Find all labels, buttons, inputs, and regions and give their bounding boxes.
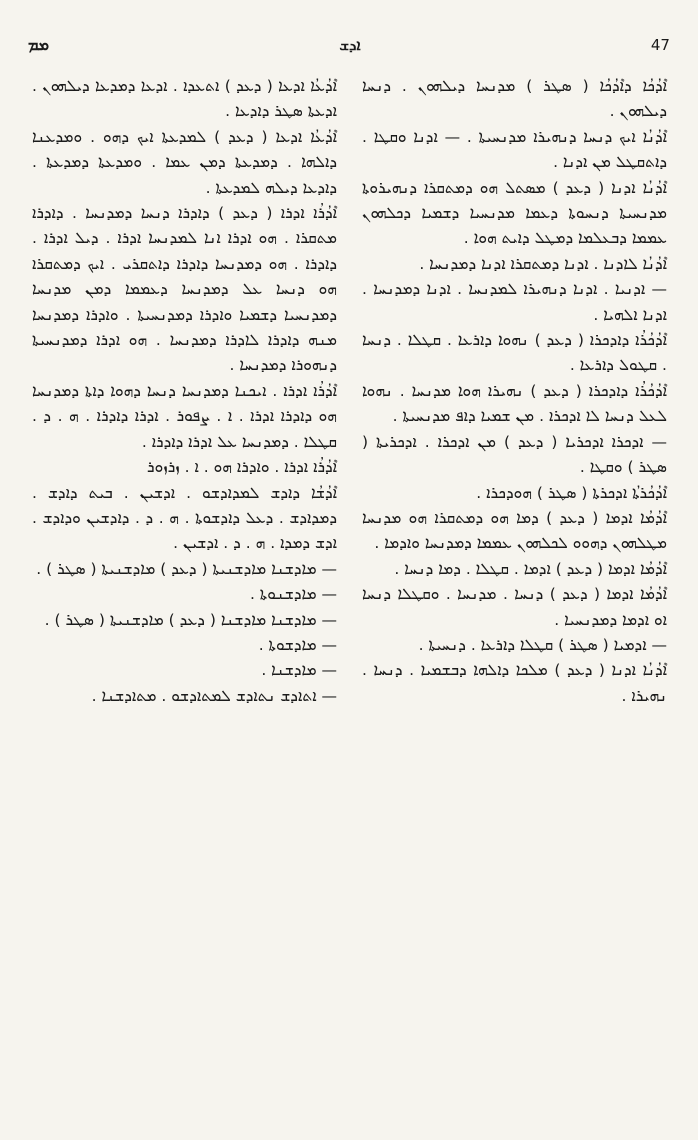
- dictionary-entry: — ܡܐܕܫܢܐ .: [261, 661, 337, 680]
- dictionary-entry: ܐܶܕܳܡܳܐ ܐܕܡܐ ( ܕܥܕ ) ܐܕܡܐ . ܩܛܠܐ . ܕܡܐ ܕܢܚܐ .: [394, 559, 667, 578]
- dictionary-entry: — ܡܐܕܫܢܐ ܡܐܕܫܢܝܬܐ ( ܕܥܕ ) ܡܐܕܫܢܝܬܐ ( ܣܛܪ ) .: [36, 559, 337, 578]
- dictionary-entry: ܐܶܕܳܥܳܐ ܐܕܥܐ ( ܕܥܕ ) ܠܡܕܥܬܐ ܐܝܟ ܕܗܘ . ܘܡܕܥܢܐ ܕܐܠܗܐ . ܕܡܕܥܬܐ ܕܡܢ ܥܡܐ . ܘܡܕܥܬܐ ܕܡܕܥܬܐ . ܕܐܕܥܐ ܕܝܠܗ ܠܡܕܥܬܐ .: [32, 127, 337, 197]
- running-header: [28, 30, 670, 60]
- dictionary-entry: ܐܶܕܳܢܳܐ ܐܝܟ ܕܢܚܐ ܕܢܗܝܪܐ ܡܕܢܚܝܬܐ . — ܐܕܢܐ ܘܩܛܐ . ܕܐܬܩܛܠ ܡܢ ܐܕܢܐ .: [362, 127, 667, 172]
- dictionary-entry: ܐܶܕܳܫܳܐ ܕܐܕܫ ܠܡܕܐܕܫܘ . ܐܕܫܝܢ . ܒܝܬ ܕܐܕܫ . ܕܡܕܐܕܫ . ܕܥܠ ܕܐܕܫܘܬܐ . ܗ . ܕ . ܕܐܕܫܝܢ ܘܕܐܕܫ . ܐܕܫ ܕܡܕܐ . ܗ . ܕ . ܐܕܫܝܢ .: [32, 483, 337, 553]
- left-column: [32, 74, 337, 709]
- dictionary-entry: — ܐܬܐܕܫ ܢܬܐܕܫ ܠܡܬܐܕܫܘ . ܡܬܐܕܫܢܐ .: [91, 686, 337, 705]
- dictionary-entry: ܐܶܕܳܡܳܐ ܐܕܡܐ ( ܕܥܕ ) ܕܡܐ ܗܘ ܕܡܬܩܪܐ ܗܘ ܡܕܢܚܐ ܡܛܠܗܘܢ ܕܗܘܘ ܠܟܠܗܘܢ ܥܡܡܐ ܕܡܕܢܚܐ ܘܐܕܡܐ .: [362, 508, 667, 553]
- dictionary-entry: — ܡܐܕܫܘܬܐ .: [258, 635, 337, 654]
- dictionary-entry: ܐܶܕܳܟܳܪܳܐ ܕܐܕܟܪܐ ( ܕܥܕ ) ܢܗܝܪܐ ܗܘܐ ܡܕܢܚܐ . ܢܗܘܐ ܠܥܠ ܕܢܚܐ ܠܐ ܐܕܟܪܐ . ܡܢ ܫܡܝܐ ܕܐܦ ܡܕܢܚܝܬܐ .: [362, 381, 667, 426]
- running-head-center: ܐܕܫ: [339, 36, 361, 54]
- dictionary-entry: ܐܶܕܳܢܳܐ ܐܕܢܐ ( ܕܥܕ ) ܡܠܟܐ ܕܐܠܗܐ ܕܒܫܡܝܐ . ܕܢܚܐ . ܢܗܝܪܐ .: [362, 661, 667, 705]
- dictionary-entry: — ܡܐܕܫܢܘܬܐ .: [249, 585, 337, 604]
- running-head-outer: ܡܡ: [28, 35, 50, 54]
- dictionary-entry: ܐܶܕܳܪܳܐ ܐܕܪܐ . ܘܐܕܪܐ ܗܘ . ܐ . ܙܪܙܘܪ: [147, 458, 337, 477]
- dictionary-entry: — ܐܕܟܪܐ ܐܕܟܪܝܐ ( ܕܥܕ ) ܡܢ ܐܕܟܪܐ . ܐܕܟܪܝܬܐ ( ܣܛܪ ) ܘܩܛܐ .: [362, 432, 667, 477]
- dictionary-entry: ܐܶܕܳܟܳܪܳܐ ܕܐܕܟܪܐ ( ܕܥܕ ) ܢܗܘܐ ܕܐܪܥܐ . ܩܛܠܐ . ܕܢܚܐ . ܩܛܘܠ ܕܐܪܥܐ .: [362, 331, 667, 375]
- dictionary-entry: ܐܶܕܳܢܳܐ ܐܕܢܐ ( ܕܥܕ ) ܡܣܬܠ ܗܘ ܕܡܬܩܪܐ ܕܢܗܝܪܘܬܐ ܡܕܢܚܝܬܐ ܕܢܚܘܬܐ ܕܥܡܐ ܡܕܢܚܝܐ ܕܫܡܝܐ ܕܟܠܗܘܢ ܥܡܡܐ ܕܒܥܠܡܐ ܕܡܛܠ ܕܐܝܬ ܗܘܐ .: [362, 178, 667, 248]
- page-number: 47: [650, 36, 670, 54]
- dictionary-entry: ܐܶܕܳܢܳܐ ܠܐܕܢܐ . ܐܕܢܐ ܕܡܬܩܪܐ ܐܕܢܐ ܕܡܕܢܚܐ .: [419, 254, 667, 273]
- right-column: [362, 74, 667, 709]
- dictionary-entry: — ܐܕܢܝܐ . ܐܕܢܐ ܕܢܗܝܪܐ ܠܡܕܢܚܐ . ܐܕܢܐ ܕܡܕܢܚܐ . ܐܕܢܐ ܐܠܗܝܐ .: [362, 280, 667, 324]
- dictionary-entry: ܐܶܕܳܟܳܪܬܳܐ ܐܕܟܪܬܐ ( ܣܛܪ ) ܗܘܕܟܪܐ .: [476, 483, 667, 502]
- dictionary-entry: ܐܶܕܳܪܳܐ ܐܕܪܐ ( ܕܥܕ ) ܕܐܕܪܐ ܕܢܚܐ ܕܡܕܢܚܐ . ܕܐܕܪܐ ܡܬܩܪܐ . ܗܘ ܐܕܪܐ ܐܢܐ ܠܡܕܢܚܐ ܐܕܪܐ . ܕܝܠ ܐܕܪܐ . ܕܐܕܪܐ . ܗܘ ܕܡܕܢܚܐ ܕܐܕܪܐ ܕܐܬܩܪܝ . ܐܝܟ ܕܡܬܩܪܐ ܗܘ ܕܢܚܐ ܥܠ ܕܡܕܢܚܐ ܕܥܡܡܐ ܕܡܢ ܡܕܢܚܐ ܕܡܕܢܚܝܐ ܕܫܡܝܐ ܘܐܕܪܐ ܕܡܕܢܚܝܬܐ . ܘܐܕܪܐ ܕܡܕܢܚܐ ܡܢܗ ܕܐܕܪܐ ܠܐܕܪܐ ܕܡܕܢܚܐ . ܗܘ ܐܕܪܐ ܕܡܕܢܚܝܬܐ ܕܢܗܘܪܐ ܕܡܕܢܚܐ .: [32, 204, 337, 375]
- dictionary-entry: — ܡܐܕܫܢܐ ܡܐܕܫܢܐ ( ܕܥܕ ) ܡܐܕܫܢܝܬܐ ( ܣܛܪ ) .: [44, 610, 337, 629]
- dictionary-entry: ܐܶܕܳܡܳܐ ܐܕܡܐ ( ܕܥܕ ) ܕܢܚܐ . ܡܕܢܚܐ . ܘܩܛܠܐ ܕܢܚܐ ܐܘ ܐܕܡܐ ܕܡܕܢܚܝܐ .: [362, 585, 667, 629]
- dictionary-entry: ܐܶܕܳܟܳܐ ܕܐܶܕܳܟܳܐ ( ܣܛܪ ) ܡܕܢܚܐ ܕܝܠܗܘܢ . ܕܢܚܐ ܕܝܠܗܘܢ .: [362, 77, 667, 121]
- dictionary-entry: — ܐܕܡܝܐ ( ܣܛܪ ) ܩܛܠܐ ܕܐܪܥܐ . ܕܢܚܝܬܐ .: [418, 635, 667, 654]
- dictionary-entry: ܐܶܕܳܪܳܐ ܐܕܪܐ . ܐܝܟܢܐ ܕܡܕܢܚܐ ܕܢܚܐ ܕܗܘܐ ܕܐܬܐ ܕܡܕܢܚܐ ܗܘ ܕܐܕܪܐ ܐܕܪܐ . ܐ . ܨܦܘܪ . ܐܕܪܐ ܕܐܕܪܐ . ܗ . ܕ . ܩܛܠܐ . ܕܡܕܢܚܐ ܥܠ ܐܕܪܐ ܕܐܕܪܐ .: [32, 381, 337, 451]
- dictionary-entry: ܐܶܕܳܥܳܐ ܐܕܥܐ ( ܕܥܕ ) ܐܬܥܕܐ . ܐܕܥܐ ܕܡܕܥܐ ܕܝܠܗܘܢ . ܐܕܥܬܐ ܣܛܪ ܕܐܕܥܐ .: [32, 77, 337, 121]
